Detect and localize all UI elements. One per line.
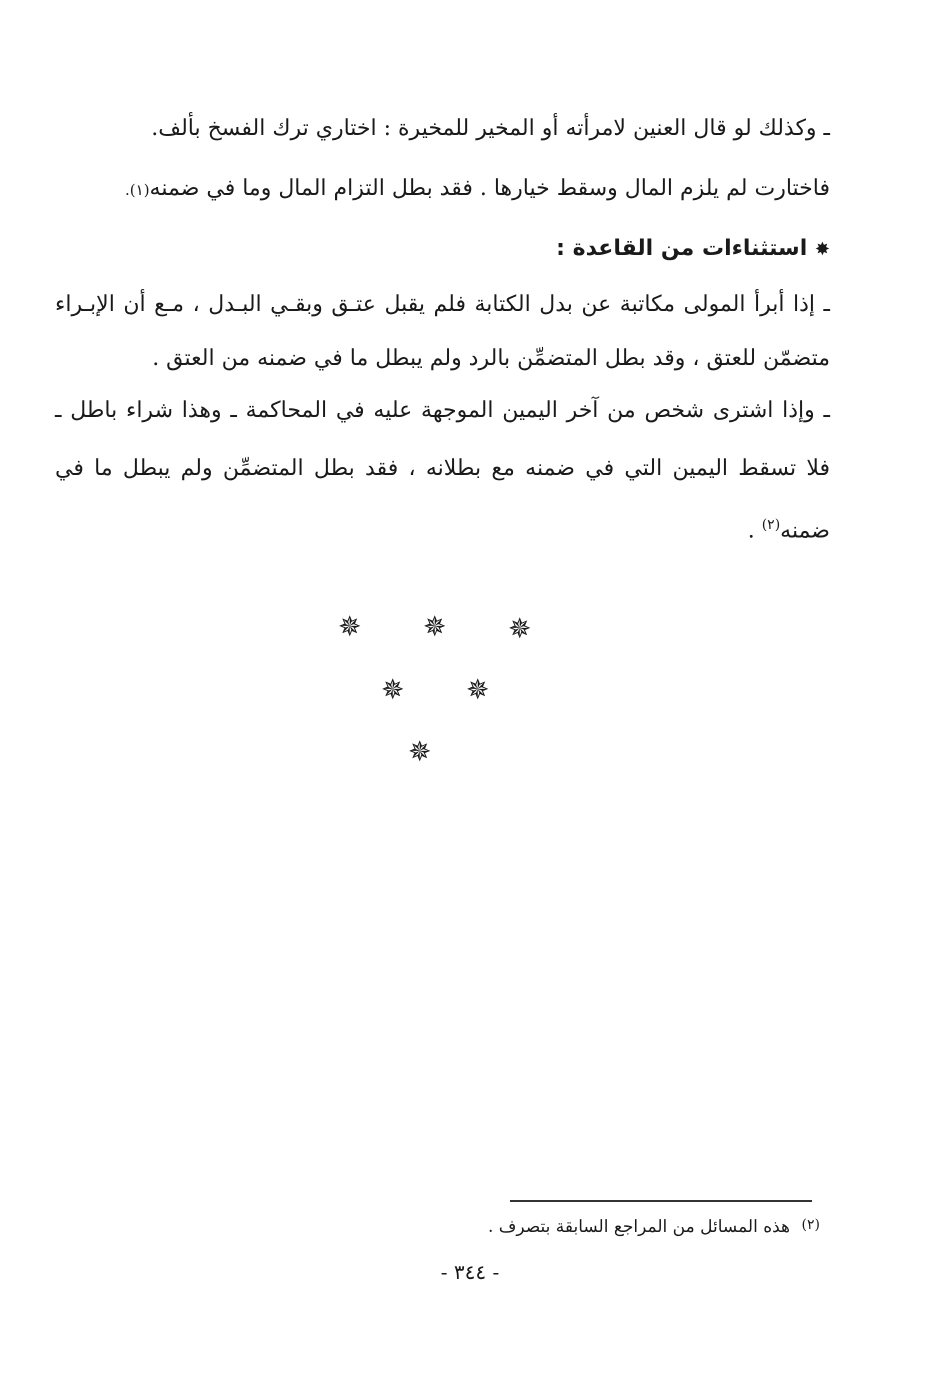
heading-text: استثناءات من القاعدة : <box>556 236 808 261</box>
paragraph-line-2 <box>55 172 830 207</box>
ornament-star-icon: ✵ <box>423 610 447 643</box>
footnote-number: (٢) <box>801 1217 820 1233</box>
paragraph-line-4: متضمّن للعتق ، وقد بطل المتضمِّن بالرد ولم يبطل ما في ضمنه من العتق . <box>152 346 830 371</box>
heading-star-icon: ✸ <box>814 239 830 260</box>
paragraph-line-6: فلا تسقط اليمين التي في ضمنه مع بطلانه ، فقد بطل المتضمِّن ولم يبطل ما في <box>55 456 830 481</box>
ornament-star-icon: ✵ <box>381 673 405 706</box>
ornament-star-icon: ✵ <box>466 673 490 706</box>
section-heading <box>55 232 830 267</box>
paragraph-line-7 <box>55 508 830 548</box>
footnote-text: هذه المسائل من المراجع السابقة بتصرف . <box>487 1217 790 1237</box>
paragraph-line-5: ـ وإذا اشترى شخص من آخر اليمين الموجهة عليه في المحاكمة ـ وهذا شراء باطل ـ <box>55 398 830 423</box>
footnote-ref-1: (١). <box>125 181 150 199</box>
paragraph-line-1: ـ وكذلك لو قال العنين لامرأته أو المخير للمخيرة : اختاري ترك الفسخ بألف. <box>151 116 830 141</box>
ornament-star-icon: ✵ <box>408 735 432 768</box>
ornament-star-icon: ✵ <box>338 610 362 643</box>
line-2-text: فاختارت لم يلزم المال وسقط خيارها . فقد بطل التزام المال وما في ضمنه <box>149 176 830 201</box>
page-number: - ٣٤٤ - <box>440 1260 500 1284</box>
line-7-tail: . <box>747 518 762 544</box>
line-7-text: ضمنه <box>780 518 830 544</box>
paragraph-line-3: ـ إذا أبرأ المولى مكاتبة عن بدل الكتابة فلم يقبل عتـق وبقـي البـدل ، مـع أن الإبـراء <box>55 292 830 317</box>
ornament-star-icon: ✵ <box>508 612 532 645</box>
footnote-rule <box>510 1200 812 1202</box>
footnote-ref-2: (٢) <box>761 517 781 533</box>
